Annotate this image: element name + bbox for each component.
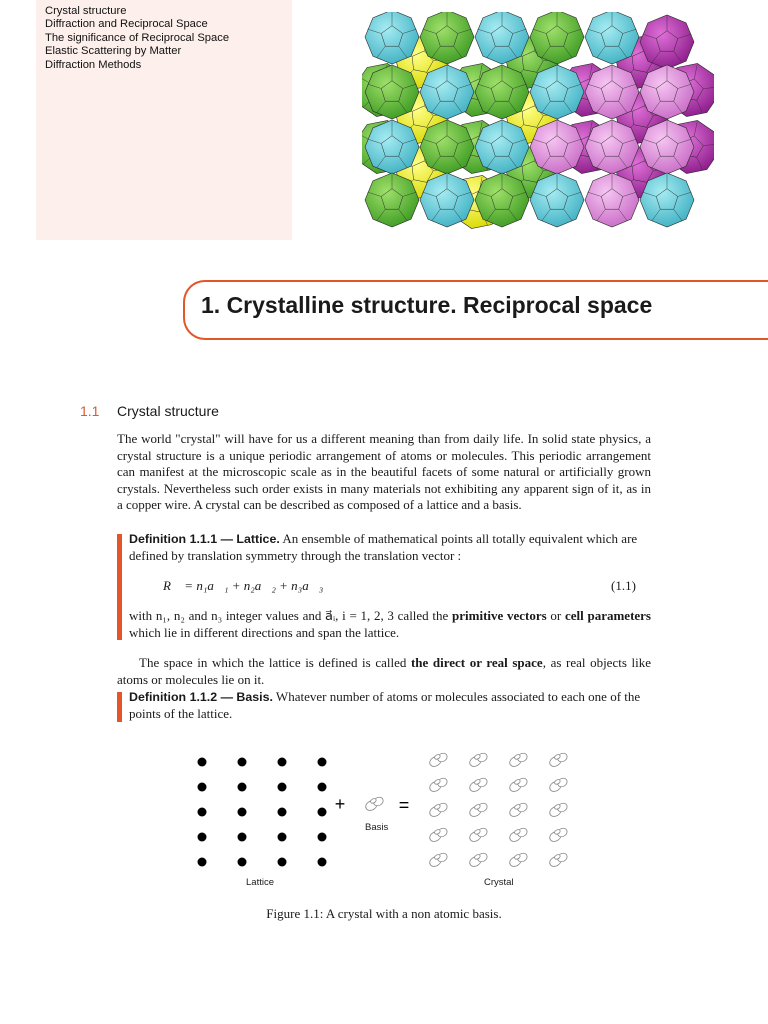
basis-molecule-icon [468, 826, 489, 844]
polyhedron [420, 120, 474, 174]
polyhedron [530, 65, 584, 119]
lattice-point [278, 858, 287, 867]
toc-item-elastic-scattering[interactable]: Elastic Scattering by Matter [45, 45, 182, 58]
polyhedron [640, 65, 694, 119]
basis-molecule-icon [508, 826, 529, 844]
lattice-points [198, 758, 327, 867]
definition-lattice-text: An ensemble of mathematical points all totally equivalent which are defined by translation symmetry through the translation vector : [129, 531, 638, 563]
definition-lattice-followup [129, 608, 651, 641]
polyhedron [530, 12, 584, 64]
basis-molecule-icon [508, 851, 529, 869]
polyhedron [640, 15, 694, 69]
lattice-point [318, 808, 327, 817]
lattice-point [198, 858, 207, 867]
basis-molecule-icon [468, 851, 489, 869]
lattice-point [278, 808, 287, 817]
lattice-point [238, 808, 247, 817]
lattice-point [278, 758, 287, 767]
followup-text-2: or [546, 608, 565, 623]
polyhedron [530, 173, 584, 227]
term-primitive-vectors: primitive vectors [452, 608, 547, 623]
section-number: 1.1 [80, 403, 100, 419]
figure-caption: Figure 1.1: A crystal with a non atomic basis. [266, 906, 502, 921]
basis-molecule-icon [428, 801, 449, 819]
definition-lattice [129, 531, 651, 564]
lattice-point [238, 783, 247, 792]
crystal-packing-illustration [362, 12, 714, 232]
definition-basis-text: Whatever number of atoms or molecules associated to each one of the points of the lattice. [129, 689, 641, 721]
basis-molecule-icon [428, 751, 449, 769]
lattice-label: Lattice [246, 877, 274, 888]
basis-label: Basis [365, 822, 389, 833]
basis-molecule-icon [428, 851, 449, 869]
basis-molecule-icon [548, 801, 569, 819]
polyhedron [365, 120, 419, 174]
equation-number: (1.1) [611, 578, 636, 593]
lattice-point [318, 783, 327, 792]
polyhedron [585, 173, 639, 227]
polyhedron [475, 173, 529, 227]
term-real-space: the direct or real space [410, 655, 543, 670]
polyhedron [475, 120, 529, 174]
lattice-point [318, 833, 327, 842]
polyhedron [640, 120, 694, 174]
polyhedron [420, 12, 474, 64]
real-space-paragraph [117, 655, 651, 688]
lattice-point [278, 783, 287, 792]
section-title: Crystal structure [117, 403, 219, 419]
definition-lattice-label: Definition 1.1.1 — Lattice. [129, 532, 280, 546]
basis-molecule-icon [548, 851, 569, 869]
lattice-point [198, 783, 207, 792]
polyhedron [475, 65, 529, 119]
crystal-label: Crystal [484, 877, 514, 888]
lattice-point [198, 833, 207, 842]
basis-molecule-icon [548, 751, 569, 769]
lattice-point [238, 858, 247, 867]
definition-basis-label: Definition 1.1.2 — Basis. [129, 690, 273, 704]
polyhedron [530, 120, 584, 174]
chapter-title: 1. Crystalline structure. Reciprocal space [201, 292, 653, 318]
basis-molecule-icon [508, 776, 529, 794]
basis-molecule-icon [468, 751, 489, 769]
plus-sign: + [334, 794, 346, 814]
followup-text-1: with n₁, n₂ and n₃ integer values and a⃗ᵢ, i = 1, 2, 3 called the [129, 608, 453, 623]
lattice-point [318, 758, 327, 767]
basis-molecule-icon [548, 776, 569, 794]
basis-molecule-icon [364, 795, 385, 813]
definition-marker [117, 534, 122, 640]
lattice-point [278, 833, 287, 842]
lattice-point [198, 758, 207, 767]
polyhedron [585, 65, 639, 119]
basis-molecule-icon [508, 751, 529, 769]
toc-item-significance[interactable]: The significance of Reciprocal Space [45, 31, 230, 44]
chapter-toc [36, 0, 292, 240]
translation-vector-equation: R⃗ = n₁a⃗₁ + n₂a⃗₂ + n₃a⃗₃ [163, 578, 324, 593]
polyhedron [475, 12, 529, 64]
lattice-point [238, 833, 247, 842]
term-cell-parameters: cell parameters [564, 608, 651, 623]
basis-molecule-icon [364, 795, 385, 813]
polyhedron [640, 173, 694, 227]
intro-paragraph: The world "crystal" will have for us a different meaning than from daily life. In solid state physics, a crystal structure is a unique periodic arrangement of atoms or molecules. This periodic arrangement can manifest at the microscopic scale as in the beautiful facets of some natural or artificially grown crystals. Nevertheless such order exists in many materials not exhibiting any apparent sign of it, as in a copper wire. A crystal can be described as composed of a lattice and a basis. [117, 431, 651, 513]
basis-molecule-icon [508, 801, 529, 819]
lattice-point [318, 858, 327, 867]
definition-marker [117, 692, 122, 722]
polyhedron [365, 173, 419, 227]
lattice-plus-basis-figure [180, 740, 600, 900]
basis-molecule-icon [548, 826, 569, 844]
real-space-text-1: The space in which the lattice is defined is called [139, 655, 411, 670]
basis-molecule-icon [428, 826, 449, 844]
crystal-pattern [428, 751, 569, 869]
followup-text-3: which lie in different directions and span the lattice. [129, 624, 400, 640]
polyhedron [585, 12, 639, 64]
toc-item-diffraction[interactable]: Diffraction and Reciprocal Space [45, 18, 208, 31]
basis-molecule-icon [468, 776, 489, 794]
lattice-point [198, 808, 207, 817]
basis-molecule-icon [428, 776, 449, 794]
polyhedron [365, 65, 419, 119]
lattice-point [238, 758, 247, 767]
toc-item-diffraction-methods[interactable]: Diffraction Methods [45, 58, 142, 71]
polyhedron [420, 65, 474, 119]
polyhedron [365, 12, 419, 64]
polyhedron [585, 120, 639, 174]
real-space-text-2: , as real objects like atoms or molecules lie on it. [117, 655, 651, 687]
equals-sign: = [398, 795, 410, 815]
definition-basis [129, 689, 651, 722]
basis-molecule-icon [468, 801, 489, 819]
toc-item-crystal-structure[interactable]: Crystal structure [45, 5, 127, 17]
polyhedron [420, 173, 474, 227]
